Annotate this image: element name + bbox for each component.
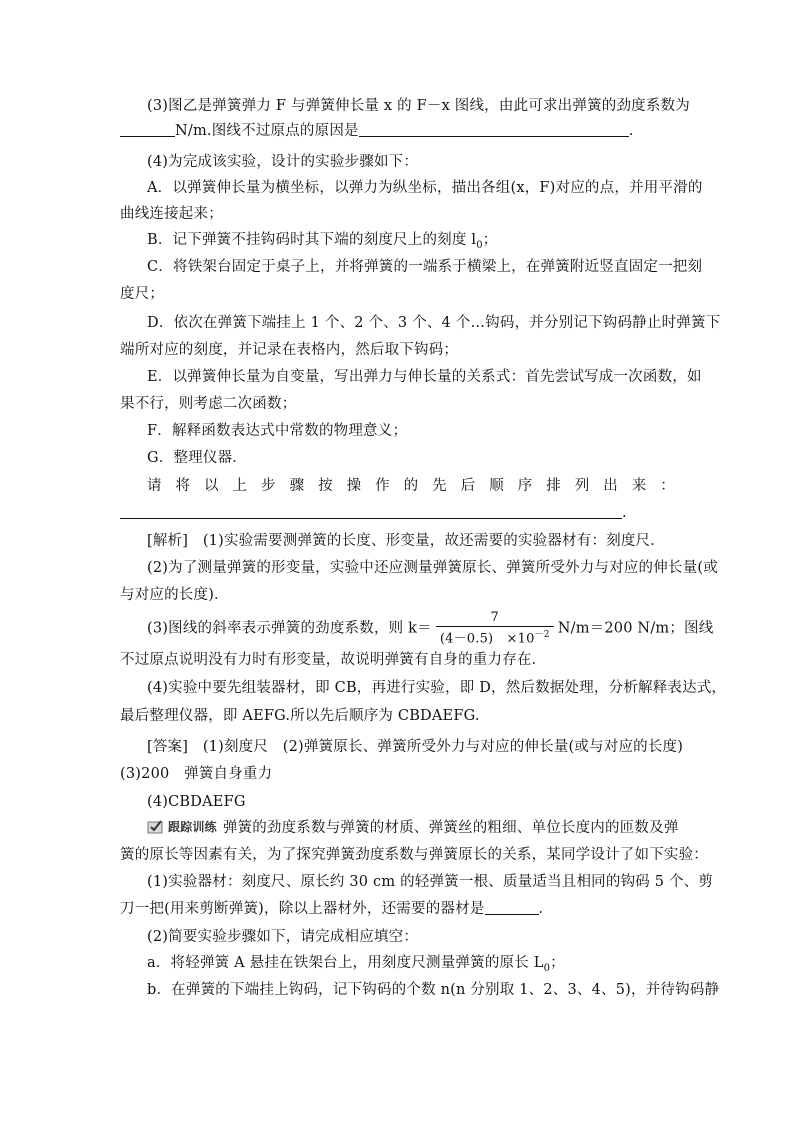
analysis-2: (2)为了测量弹簧的形变量，实验中还应测量弹簧原长、弹簧所受外力与对应的伸长量(或 <box>147 560 718 576</box>
answer-blank <box>485 900 539 915</box>
step-a: A．以弹簧伸长量为横坐标，以弹力为纵坐标，描出各组(x，F)对应的点，并用平滑的 <box>147 180 703 196</box>
step-e: E．以弹簧伸长量为自变量，写出弹力与伸长量的关系式：首先尝试写成一次函数，如 <box>147 369 702 385</box>
order-prompt-char: 步 <box>261 478 276 494</box>
order-prompt-char: 来 <box>631 478 647 494</box>
follow-q1-cont: 刀一把(用来剪断弹簧)，除以上器材外，还需要的器材是 ． <box>120 901 554 917</box>
answer-line-3: (4)CBDAEFG <box>147 794 246 810</box>
analysis-1: [解析] (1)实验需要测弹簧的长度、形变量，故还需要的实验器材有：刻度尺． <box>147 533 665 549</box>
follow-up-intro: 跟踪训练 弹簧的劲度系数与弹簧的材质、弹簧丝的粗细、单位长度内的匝数及弹 <box>147 818 702 838</box>
step-b: B．记下弹簧不挂钩码时其下端的刻度尺上的刻度 $l_0$； <box>147 232 498 251</box>
order-prompt-char: 排 <box>546 478 561 494</box>
answer-line: [答案] (1)刻度尺 (2)弹簧原长、弹簧所受外力与对应的伸长量(或与对应的长度) <box>147 739 684 755</box>
order-prompt-char: 的 <box>403 478 419 494</box>
order-prompt-char: 上 <box>232 478 248 494</box>
q4-intro: (4)为完成该实验，设计的实验步骤如下： <box>147 154 419 170</box>
order-prompt-char: 骤 <box>289 478 305 494</box>
step-d-cont: 端所对应的刻度，并记录在表格内，然后取下钩码； <box>120 342 459 358</box>
analysis-3-cont: 不过原点说明没有力时有形变量，故说明弹簧有自身的重力存在． <box>120 652 547 668</box>
order-prompt-char: 操 <box>346 478 362 494</box>
follow-step-b: b．在弹簧的下端挂上钩码，记下钩码的个数 n(n 分别取 1、2、3、4、5)，并待钩码静 <box>147 982 720 998</box>
book-check-icon <box>147 819 165 835</box>
follow-q1: (1)实验器材：刻度尺、原长约 30 cm 的轻弹簧一根、质量适当且相同的钩码 5 个、剪 <box>147 874 714 890</box>
follow-up-tag: 跟踪训练 <box>147 818 217 836</box>
follow-q2: (2)简要实验步骤如下，请完成相应填空： <box>147 929 419 945</box>
order-answer-line: . <box>120 503 675 523</box>
answer-line-2: (3)200 弹簧自身重力 <box>120 766 273 782</box>
step-g: G．整理仪器． <box>147 450 247 466</box>
order-prompt-char: 顺 <box>489 478 504 494</box>
answer-blank <box>120 504 622 519</box>
analysis-4-cont: 最后整理仪器，即 AEFG.所以先后顺序为 CBDAEFG. <box>120 708 480 724</box>
order-prompt-char: 出 <box>603 478 618 494</box>
step-e-cont: 果不行，则考虑二次函数； <box>120 396 297 412</box>
q3-line: (3)图乙是弹簧弹力 F 与弹簧伸长量 x 的 F－x 图线，由此可求出弹簧的劲度系数为 <box>147 98 690 114</box>
order-prompt-char: 作 <box>375 478 390 494</box>
order-prompt-char: 序 <box>517 478 533 494</box>
analysis-2-cont: 与对应的长度)． <box>120 587 229 603</box>
step-a-cont: 曲线连接起来； <box>120 206 223 222</box>
analysis-3: (3)图线的斜率表示弹簧的劲度系数，则 k＝ $\frac{7}{(4-0.5) \times 10^{-2}}$ N/m＝200 N/m；图线 <box>147 610 714 647</box>
analysis-4: (4)实验中要先组装器材，即 CB，再进行实验，即 D，然后数据处理，分析解释表达式， <box>147 680 727 696</box>
step-c-cont: 度尺； <box>120 286 165 302</box>
order-prompt-char: 列 <box>574 478 590 494</box>
q3-line-2: N/m.图线不过原点的原因是 . <box>120 121 675 141</box>
order-prompt-char: ： <box>660 478 675 494</box>
order-prompt <box>147 476 675 496</box>
order-prompt-char: 以 <box>204 478 219 494</box>
step-f: F．解释函数表达式中常数的物理意义； <box>147 423 408 439</box>
order-prompt-char: 按 <box>318 478 333 494</box>
order-prompt-char: 请 <box>147 478 162 494</box>
follow-up-cont: 簧的原长等因素有关，为了探究弹簧劲度系数与弹簧原长的关系，某同学设计了如下实验： <box>120 847 708 863</box>
step-c: C．将铁架台固定于桌子上，并将弹簧的一端系于横梁上，在弹簧附近竖直固定一把刻 <box>147 259 703 275</box>
order-prompt-char: 将 <box>175 478 191 494</box>
answer-blank <box>120 122 175 137</box>
order-prompt-char: 后 <box>460 478 476 494</box>
order-prompt-char: 先 <box>432 478 447 494</box>
answer-blank <box>359 122 629 137</box>
follow-step-a: a．将轻弹簧 A 悬挂在铁架台上，用刻度尺测量弹簧的原长 $L_0$； <box>147 955 565 974</box>
fraction: $\frac{7}{(4-0.5) \times 10^{-2}}$ <box>436 610 554 647</box>
step-d: D．依次在弹簧下端挂上 1 个、2 个、3 个、4 个…钩码，并分别记下钩码静止时弹簧下 <box>147 315 721 331</box>
